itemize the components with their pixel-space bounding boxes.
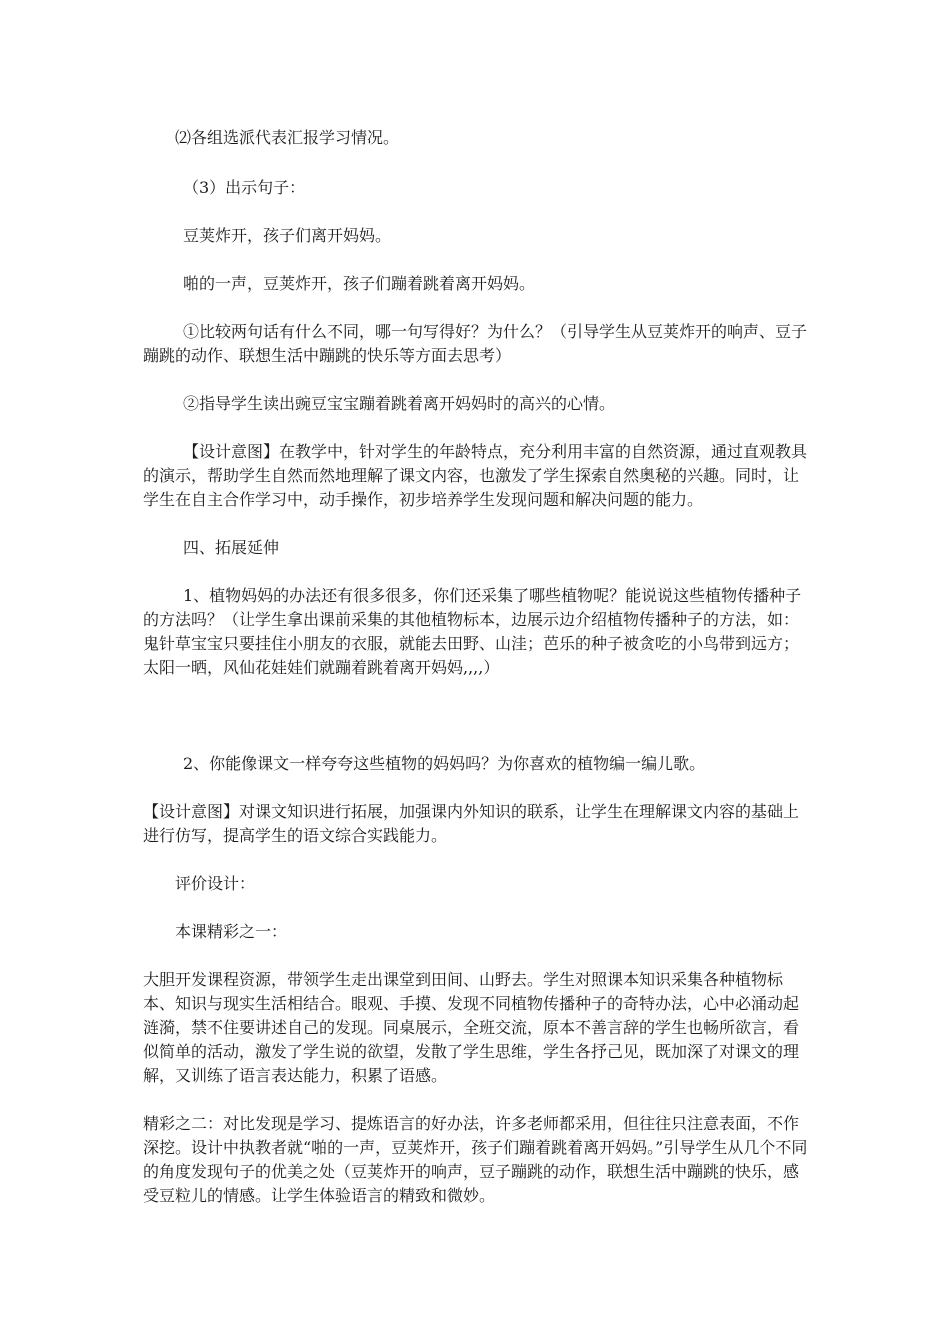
paragraph-show-sentence: （3）出示句子： xyxy=(183,178,306,197)
paragraph-design-intent-2: 【设计意图】对课文知识进行拓展，加强课内外知识的联系，让学生在理解课文内容的基础上进行仿写，提高学生的语文综合实践能力。 xyxy=(143,802,800,845)
paragraph-sentence-two: 啪的一声，豆荚炸开，孩子们蹦着跳着离开妈妈。 xyxy=(183,274,536,293)
paragraph-extension-1: 1、植物妈妈的办法还有很多很多，你们还采集了哪些植物呢？能说说这些植物传播种子的方法吗？（让学生拿出课前采集的其他植物标本，边展示边介绍植物传播种子的方法，如：鬼针草宝宝只要挂住小朋友的衣服，就能去田野、山洼；芭乐的种子被贪吃的小鸟带到远方；太阳一晒，风仙花娃娃们就蹦着跳着离开妈妈,,,,） xyxy=(143,586,802,677)
paragraph-highlight-one: 大胆开发课程资源，带领学生走出课堂到田间、山野去。学生对照课本知识采集各种植物标本、知识与现实生活相结合。眼观、手摸、发现不同植物传播种子的奇特办法，心中必涌动起涟漪，禁不住要讲述自己的发现。同桌展示，全班交流，原本不善言辞的学生也畅所欲言，看似简单的活动，激发了学生说的欲望，发散了学生思维，学生各抒己见，既加深了对课文的理解，又训练了语言表达能力，积累了语感。 xyxy=(143,970,800,1085)
paragraph-report: ⑵各组选派代表汇报学习情况。 xyxy=(175,128,400,147)
paragraph-read-aloud: ②指导学生读出豌豆宝宝蹦着跳着离开妈妈时的高兴的心情。 xyxy=(183,394,616,413)
paragraph-highlight-one-title: 本课精彩之一： xyxy=(175,922,288,941)
paragraph-extension-2: 2、你能像课文一样夸夸这些植物的妈妈吗？为你喜欢的植物编一编儿歌。 xyxy=(183,754,706,773)
section-heading-extension: 四、拓展延伸 xyxy=(183,538,280,557)
paragraph-highlight-two: 精彩之二：对比发现是学习、提炼语言的好办法，许多老师都采用，但往往只注意表面，不作深挖。设计中执教者就“啪的一声，豆荚炸开，孩子们蹦着跳着离开妈妈。”引导学生从几个不同的角度发现句子的优美之处（豆荚炸开的响声，豆子蹦跳的动作，联想生活中蹦跳的快乐，感受豆粒儿的情感。让学生体验语言的精致和微妙。 xyxy=(143,1114,808,1205)
paragraph-compare: ①比较两句话有什么不同，哪一句写得好？为什么？（引导学生从豆荚炸开的响声、豆子蹦跳的动作、联想生活中蹦跳的快乐等方面去思考） xyxy=(143,322,808,365)
paragraph-design-intent-1: 【设计意图】在教学中，针对学生的年龄特点，充分利用丰富的自然资源，通过直观教具的演示，帮助学生自然而然地理解了课文内容，也激发了学生探索自然奥秘的兴趣。同时，让学生在自主合作学习中，动手操作，初步培养学生发现问题和解决问题的能力。 xyxy=(143,442,808,509)
section-heading-evaluation: 评价设计： xyxy=(175,874,256,893)
paragraph-sentence-one: 豆荚炸开，孩子们离开妈妈。 xyxy=(183,226,392,245)
